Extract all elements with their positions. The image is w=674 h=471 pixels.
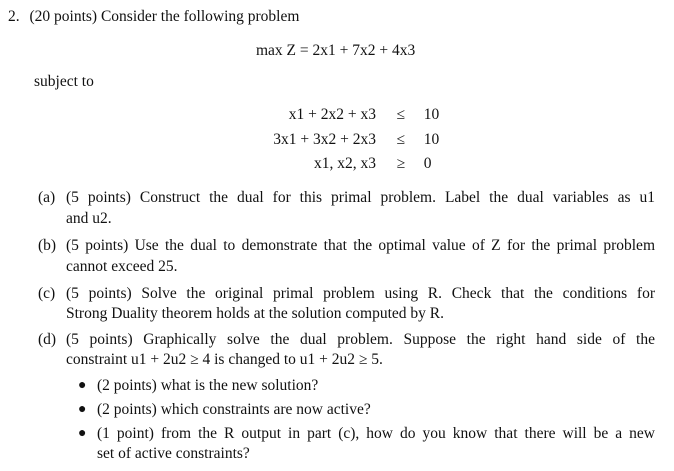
constraint-row [250,156,440,172]
part-b-line-1: (5 points) Use the dual to demonstrate that the optimal value of Z for the primal problem [66,237,655,254]
objective-text: max Z = 2x1 + 7x2 + 4x3 [256,42,416,59]
part-a-line-2: and u2. [66,210,112,227]
part-d-line-1: (5 points) Graphically solve the dual problem. Suppose the right hand side of the [66,331,655,348]
part-a-line-1: (5 points) Construct the dual for this primal problem. Label the dual variables as u1 [66,189,655,206]
constraint-lhs: x1 + 2x2 + x3 [288,106,376,123]
problem-heading-text: (20 points) Consider the following problem [29,8,300,25]
part-d-label: (d) [38,331,57,348]
constraint-row [250,107,440,123]
part-a-label: (a) [38,189,56,206]
bullet-icon: ● [78,378,87,393]
part-c-line-2: Strong Duality theorem holds at the solution computed by R. [66,305,444,322]
constraint-lhs: 3x1 + 3x2 + 2x3 [273,131,376,148]
problem-heading [8,9,299,25]
problem-number: 2. [8,8,20,25]
objective-function [256,43,415,59]
bullet-icon: ● [78,402,87,417]
bullet-item-1: (2 points) what is the new solution? [97,377,319,394]
part-c-line-1: (5 points) Solve the original primal problem using R. Check that the conditions for [66,285,655,302]
constraint-relation: ≥ [396,155,406,172]
part-d-line-2: constraint u1 + 2u2 ≥ 4 is changed to u1 + 2u2 ≥ 5. [66,351,383,368]
part-b-line-2: cannot exceed 25. [66,258,178,275]
part-b-label: (b) [38,237,57,254]
constraint-rhs: 0 [423,155,432,172]
constraint-rhs: 10 [423,106,440,123]
bullet-item-3-line-1: (1 point) from the R output in part (c), how do you know that there will be a new [97,425,655,442]
bullet-item-3-line-2: set of active constraints? [97,445,250,462]
subject-to-label: subject to [34,73,94,90]
part-c-label: (c) [38,285,56,302]
bullet-icon: ● [78,426,87,441]
constraint-lhs: x1, x2, x3 [314,155,376,172]
constraint-row [250,132,440,148]
constraint-relation: ≤ [396,106,406,123]
constraint-rhs: 10 [423,131,440,148]
constraint-relation: ≤ [396,131,406,148]
bullet-item-2: (2 points) which constraints are now active? [97,401,371,418]
